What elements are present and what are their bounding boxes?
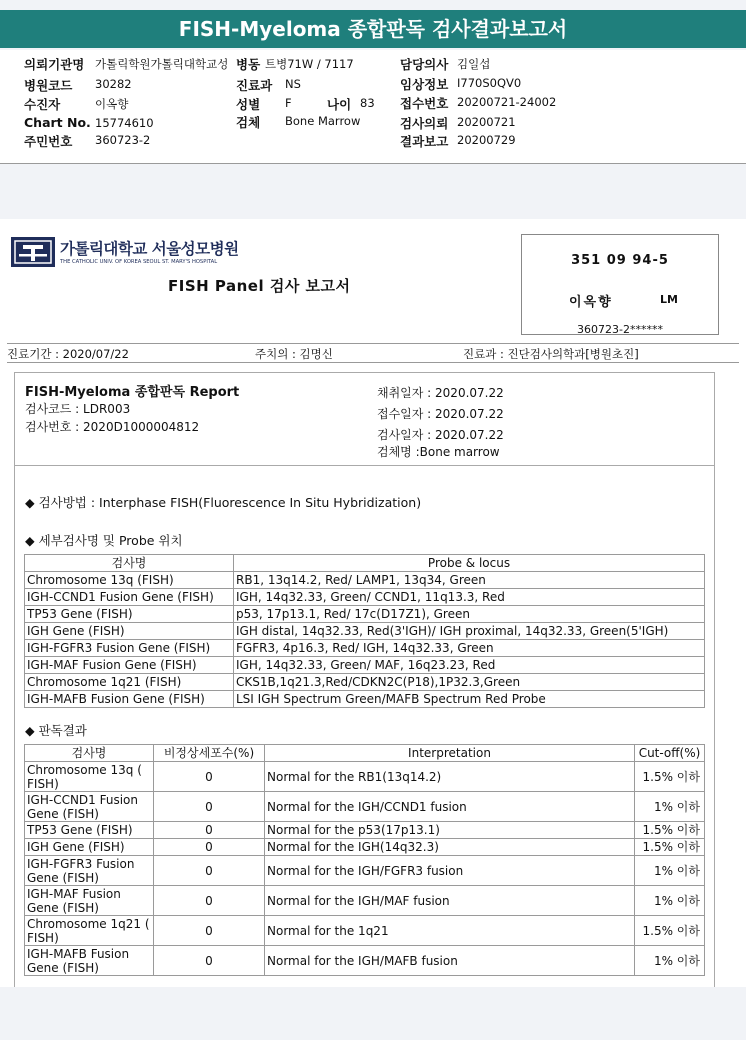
result-table-row — [25, 856, 705, 886]
collector-value: 이옥향 — [95, 97, 129, 111]
patient-label-box — [521, 234, 719, 335]
result-report-label: 결과보고 — [400, 134, 449, 149]
specimen-name: 검체명 :Bone marrow — [377, 445, 500, 459]
report-title: FISH-Myeloma 종합판독 Report — [25, 385, 240, 400]
dept-value: NS — [285, 77, 301, 91]
cutoff-cell: 1.5% 이하 — [635, 839, 705, 856]
test-name-cell: IGH-CCND1 Fusion Gene (FISH) — [25, 589, 234, 606]
cutoff-cell: 1.5% 이하 — [635, 822, 705, 839]
cutoff-cell: 1% 이하 — [635, 792, 705, 822]
hospital-name-english: THE CATHOLIC UNIV. OF KOREA SEOUL ST. MARY'S HOSPITAL — [60, 259, 218, 265]
chart-label: Chart No. — [24, 115, 91, 130]
resident-value: 360723-2 — [95, 133, 151, 147]
patient-name: 이옥향 — [569, 295, 613, 310]
panel-title: FISH Panel 검사 보고서 — [168, 277, 351, 295]
doctor-value: 김일섭 — [457, 57, 491, 71]
patient-registration: 360723-2****** — [577, 323, 663, 336]
result-report-value: 20200729 — [457, 133, 516, 147]
clinical-value: I770S0QV0 — [457, 76, 522, 90]
probe-table-row — [25, 572, 705, 589]
probe-locus-cell: RB1, 13q14.2, Red/ LAMP1, 13q34, Green — [234, 572, 705, 589]
probe-locus-cell: LSI IGH Spectrum Green/MAFB Spectrum Red Probe — [234, 691, 705, 708]
interpretation-cell: Normal for the IGH/FGFR3 fusion — [265, 856, 635, 886]
cutoff-cell: 1% 이하 — [635, 856, 705, 886]
report-document — [0, 219, 746, 987]
hospital-logo-icon — [11, 237, 55, 267]
test-name-cell: IGH-MAF Fusion Gene (FISH) — [25, 886, 154, 916]
patient-info-panel — [0, 50, 746, 164]
probe-locus-cell: FGFR3, 4p16.3, Red/ IGH, 14q32.33, Green — [234, 640, 705, 657]
test-name-cell: Chromosome 1q21 (FISH) — [25, 674, 234, 691]
specimen-label: 검체 — [236, 115, 261, 130]
request-value: 20200721 — [457, 115, 516, 129]
result-section-title: ◆ 판독결과 — [25, 723, 87, 738]
sex-label: 성별 — [236, 97, 261, 112]
cutoff-cell: 1.5% 이하 — [635, 916, 705, 946]
test-number: 검사번호 : 2020D1000004812 — [25, 420, 200, 434]
abnormal-percent-cell: 0 — [154, 856, 265, 886]
test-name-cell: TP53 Gene (FISH) — [25, 822, 154, 839]
visit-meta-line — [7, 343, 739, 363]
test-date: 검사일자 : 2020.07.22 — [377, 428, 504, 442]
receipt-value: 20200721-24002 — [457, 95, 557, 109]
interpretation-cell: Normal for the 1q21 — [265, 916, 635, 946]
request-label: 검사의뢰 — [400, 116, 449, 131]
interpretation-cell: Normal for the IGH/CCND1 fusion — [265, 792, 635, 822]
institution-value: 가톨릭학원가톨릭대학교성 — [95, 57, 229, 71]
chart-value: 15774610 — [95, 116, 154, 130]
abnormal-percent-cell: 0 — [154, 839, 265, 856]
cutoff-cell: 1.5% 이하 — [635, 762, 705, 792]
test-name-cell: IGH-CCND1 Fusion Gene (FISH) — [25, 792, 154, 822]
hospital-name: 가톨릭대학교 서울성모병원 — [60, 240, 239, 258]
test-name-cell: Chromosome 13q ( FISH) — [25, 762, 154, 792]
hospital-code-value: 30282 — [95, 77, 132, 91]
probe-table-row — [25, 657, 705, 674]
specimen-value: Bone Marrow — [285, 114, 361, 128]
age-value: 83 — [360, 96, 375, 110]
result-table-row — [25, 886, 705, 916]
result-header-cell: 비정상세포수(%) — [154, 745, 265, 762]
test-name-cell: IGH Gene (FISH) — [25, 839, 154, 856]
method-text: ◆ 검사방법 : Interphase FISH(Fluorescence In Situ Hybridization) — [25, 495, 422, 510]
ward-label: 병동 — [236, 57, 261, 72]
report-header — [15, 373, 714, 466]
abnormal-percent-cell: 0 — [154, 916, 265, 946]
probe-table — [24, 554, 705, 708]
clinical-label: 임상정보 — [400, 77, 449, 92]
collect-date: 채취일자 : 2020.07.22 — [377, 386, 504, 400]
probe-section-title: ◆ 세부검사명 및 Probe 위치 — [25, 533, 183, 548]
visit-date: 진료기간 : 2020/07/22 — [7, 347, 129, 361]
doctor-label: 담당의사 — [400, 57, 449, 72]
collector-label: 수진자 — [24, 97, 61, 112]
test-name-cell: Chromosome 1q21 ( FISH) — [25, 916, 154, 946]
test-name-cell: Chromosome 13q (FISH) — [25, 572, 234, 589]
department: 진료과 : 진단검사의학과[병원초진] — [463, 347, 639, 361]
receipt-date: 접수일자 : 2020.07.22 — [377, 407, 504, 421]
abnormal-percent-cell: 0 — [154, 822, 265, 839]
abnormal-percent-cell: 0 — [154, 886, 265, 916]
test-name-cell: IGH-FGFR3 Fusion Gene (FISH) — [25, 856, 154, 886]
result-table-row — [25, 916, 705, 946]
result-table-header — [25, 745, 705, 762]
patient-number: 351 09 94-5 — [571, 253, 669, 268]
probe-table-row — [25, 606, 705, 623]
result-header-cell: Interpretation — [265, 745, 635, 762]
test-name-cell: IGH-MAF Fusion Gene (FISH) — [25, 657, 234, 674]
abnormal-percent-cell: 0 — [154, 946, 265, 976]
patient-code: LM — [660, 293, 678, 306]
probe-header-cell: Probe & locus — [234, 555, 705, 572]
test-code: 검사코드 : LDR003 — [25, 402, 131, 416]
probe-locus-cell: p53, 17p13.1, Red/ 17c(D17Z1), Green — [234, 606, 705, 623]
test-name-cell: TP53 Gene (FISH) — [25, 606, 234, 623]
attending-physician: 주치의 : 김명신 — [255, 347, 333, 361]
result-table — [24, 744, 705, 976]
dept-label: 진료과 — [236, 78, 273, 93]
ward-value: 트병71W / 7117 — [265, 57, 354, 71]
interpretation-cell: Normal for the RB1(13q14.2) — [265, 762, 635, 792]
probe-table-row — [25, 589, 705, 606]
result-table-row — [25, 792, 705, 822]
receipt-label: 접수번호 — [400, 96, 449, 111]
result-header-cell: Cut-off(%) — [635, 745, 705, 762]
test-name-cell: IGH Gene (FISH) — [25, 623, 234, 640]
result-table-row — [25, 822, 705, 839]
test-name-cell: IGH-MAFB Fusion Gene (FISH) — [25, 946, 154, 976]
result-header-cell: 검사명 — [25, 745, 154, 762]
probe-locus-cell: CKS1B,1q21.3,Red/CDKN2C(P18),1P32.3,Green — [234, 674, 705, 691]
cutoff-cell: 1% 이하 — [635, 946, 705, 976]
interpretation-cell: Normal for the IGH(14q32.3) — [265, 839, 635, 856]
result-table-row — [25, 762, 705, 792]
probe-table-row — [25, 623, 705, 640]
age-label: 나이 — [327, 97, 352, 112]
probe-table-row — [25, 674, 705, 691]
sex-value: F — [285, 96, 292, 110]
probe-locus-cell: IGH distal, 14q32.33, Red(3'IGH)/ IGH proximal, 14q32.33, Green(5'IGH) — [234, 623, 705, 640]
probe-table-row — [25, 640, 705, 657]
hospital-code-label: 병원코드 — [24, 78, 73, 93]
report-title-bar: FISH-Myeloma 종합판독 검사결과보고서 — [0, 10, 746, 48]
result-table-row — [25, 946, 705, 976]
abnormal-percent-cell: 0 — [154, 792, 265, 822]
abnormal-percent-cell: 0 — [154, 762, 265, 792]
probe-locus-cell: IGH, 14q32.33, Green/ CCND1, 11q13.3, Red — [234, 589, 705, 606]
interpretation-cell: Normal for the IGH/MAFB fusion — [265, 946, 635, 976]
resident-label: 주민번호 — [24, 134, 73, 149]
test-name-cell: IGH-FGFR3 Fusion Gene (FISH) — [25, 640, 234, 657]
probe-table-header — [25, 555, 705, 572]
probe-locus-cell: IGH, 14q32.33, Green/ MAF, 16q23.23, Red — [234, 657, 705, 674]
test-name-cell: IGH-MAFB Fusion Gene (FISH) — [25, 691, 234, 708]
interpretation-cell: Normal for the IGH/MAF fusion — [265, 886, 635, 916]
interpretation-cell: Normal for the p53(17p13.1) — [265, 822, 635, 839]
report-body — [14, 372, 715, 987]
probe-table-row — [25, 691, 705, 708]
probe-header-cell: 검사명 — [25, 555, 234, 572]
institution-label: 의뢰기관명 — [24, 57, 85, 72]
cutoff-cell: 1% 이하 — [635, 886, 705, 916]
result-table-row — [25, 839, 705, 856]
